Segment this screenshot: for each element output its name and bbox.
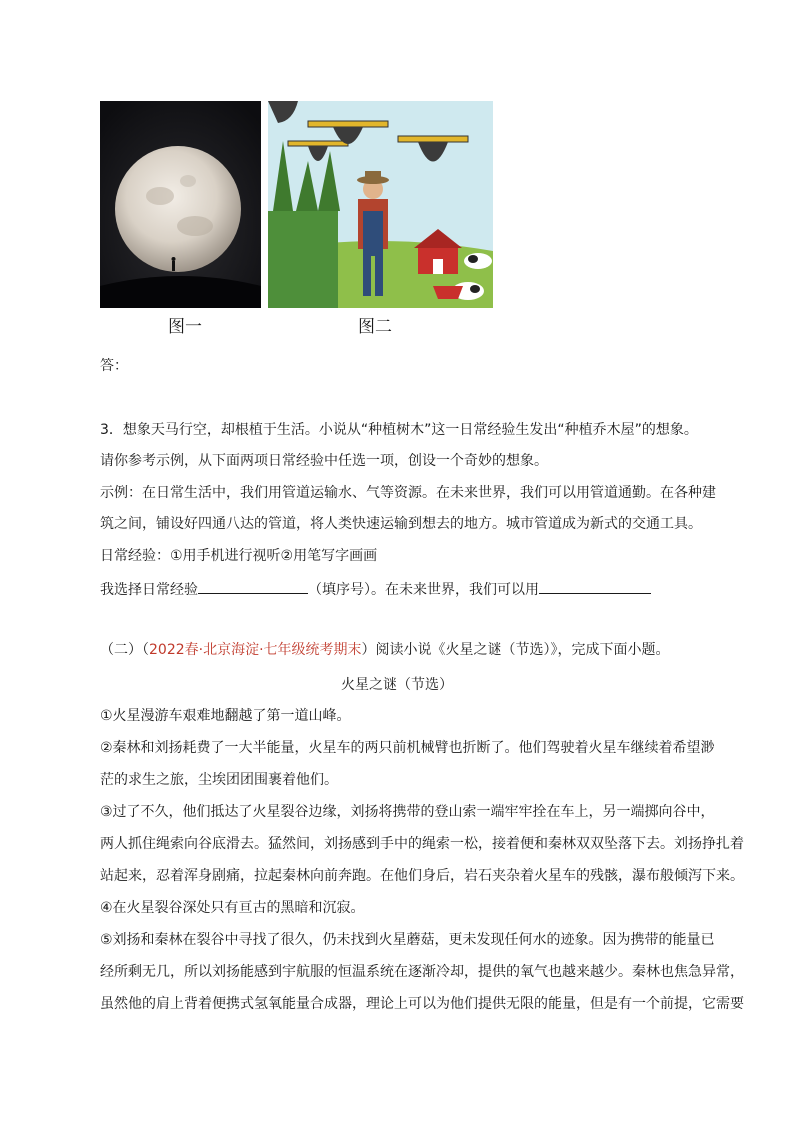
paragraph-line: 经所剩无几，所以刘扬能感到宇航服的恒温系统在逐渐冷却，提供的氧气也越来越少。秦林也焦急异常，: [100, 964, 744, 980]
paragraph-line: 两人抓住绳索向谷底滑去。猛然间，刘扬感到手中的绳索一松，接着便和秦林双双坠落下去。刘扬挣扎着: [100, 836, 744, 852]
fill-in-line: [100, 578, 651, 600]
answer-label: 答：: [100, 358, 128, 374]
fill-text-a: 我选择日常经验: [100, 582, 198, 598]
paragraph-line: ⑤刘扬和秦林在裂谷中寻找了很久，仍未找到火星蘑菇，更未发现任何水的迹象。因为携带的能量已: [100, 932, 715, 948]
section2-heading: [100, 640, 670, 660]
question3-line2: 请你参考示例，从下面两项日常经验中任选一项，创设一个奇妙的想象。: [100, 453, 548, 469]
moon-image-icon: [100, 101, 261, 308]
farm-drones-image-icon: [268, 101, 493, 308]
fill-text-b: （填序号）。在未来世界，我们可以用: [308, 582, 539, 598]
figure1-caption: 图一: [168, 317, 202, 337]
question3-line1: 3．想象天马行空，却根植于生活。小说从“种植树木”这一日常经验生发出“种植乔木屋”的想象。: [100, 422, 698, 438]
figure-moon: [100, 101, 261, 308]
section2-suffix: ）阅读小说《火星之谜（节选）》，完成下面小题。: [361, 642, 670, 658]
options-line: 日常经验：①用手机进行视听②用笔写字画画: [100, 548, 378, 564]
story-title: 火星之谜（节选）: [341, 677, 453, 693]
paragraph-line: ①火星漫游车艰难地翻越了第一道山峰。: [100, 708, 351, 724]
figure2-caption: 图二: [358, 317, 392, 337]
figure-farm-drones: [268, 101, 493, 308]
answer-blank-2[interactable]: [539, 578, 651, 594]
example-line1: 示例：在日常生活中，我们用管道运输水、气等资源。在未来世界，我们可以用管道通勤。在各种建: [100, 485, 716, 501]
paragraph-line: 茫的求生之旅，尘埃团团围裹着他们。: [100, 772, 338, 788]
paragraph-line: ②秦林和刘扬耗费了一大半能量，火星车的两只前机械臂也折断了。他们驾驶着火星车继续着希望渺: [100, 740, 715, 756]
answer-blank-1[interactable]: [198, 578, 308, 594]
paragraph-line: ④在火星裂谷深处只有亘古的黑暗和沉寂。: [100, 900, 365, 916]
section2-source: 2022春·北京海淀·七年级统考期末: [149, 642, 362, 658]
paragraph-line: 站起来，忍着浑身剧痛，拉起秦林向前奔跑。在他们身后，岩石夹杂着火星车的残骸，瀑布般倾泻下来。: [100, 868, 744, 884]
paragraph-line: ③过了不久，他们抵达了火星裂谷边缘，刘扬将携带的登山索一端牢牢拴在车上，另一端掷向谷中，: [100, 804, 715, 820]
paragraph-line: 虽然他的肩上背着便携式氢氧能量合成器，理论上可以为他们提供无限的能量，但是有一个前提，它需要: [100, 996, 744, 1012]
example-line2: 筑之间，铺设好四通八达的管道，将人类快速运输到想去的地方。城市管道成为新式的交通工具。: [100, 516, 702, 532]
section2-prefix: （二）（: [100, 642, 149, 658]
